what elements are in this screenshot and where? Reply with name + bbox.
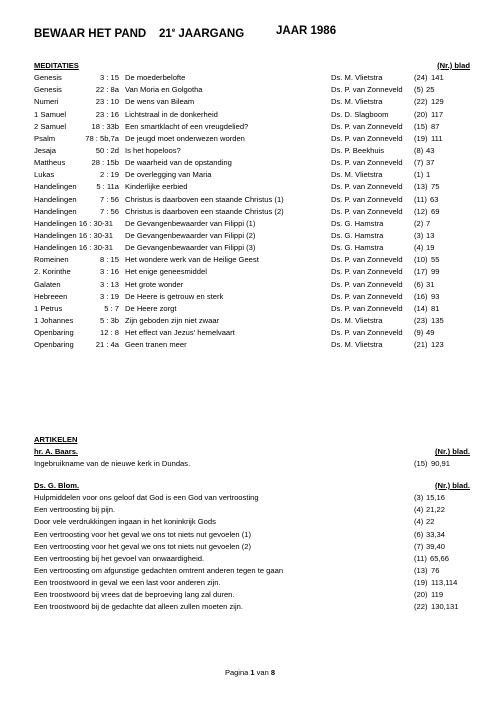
meditatie-row xyxy=(34,339,470,351)
artikel-issue-number: (15) xyxy=(414,459,428,469)
meditatie-title: Het effect van Jezus' hemelvaart xyxy=(125,328,235,338)
meditatie-issue-number: (4) xyxy=(414,243,424,253)
meditatie-book: 1 Samuel xyxy=(34,109,67,119)
artikelen-heading: ARTIKELEN xyxy=(34,435,78,444)
artikel-row xyxy=(34,589,470,601)
artikel-title: Een vertroosting bij pijn. xyxy=(34,505,116,515)
meditatie-reference: 12 : 8 xyxy=(100,328,119,338)
meditatie-book: Handelingen xyxy=(34,182,77,192)
meditatie-page: 135 xyxy=(431,315,444,325)
meditatie-book: Handelingen xyxy=(34,194,77,204)
artikel-page: 130,131 xyxy=(431,602,459,612)
meditatie-book: Openbaring xyxy=(34,328,74,338)
meditatie-author: Ds. P. Beekhuis xyxy=(331,145,385,155)
meditatie-row xyxy=(34,254,470,266)
meditatie-author: Ds. M. Vlietstra xyxy=(331,340,383,350)
meditatie-issue-number: (24) xyxy=(414,73,428,83)
meditatie-issue-number: (11) xyxy=(414,194,427,204)
artikel-row xyxy=(34,553,470,565)
meditatie-page: 93 xyxy=(431,291,440,301)
artikel-page: 21,22 xyxy=(426,505,446,515)
meditatie-title: De moederbelofte xyxy=(125,73,186,83)
meditatie-book: Hebreeen xyxy=(34,291,68,301)
blom-col-header: (Nr.) blad. xyxy=(434,481,470,490)
artikel-page: 15,16 xyxy=(426,493,446,503)
meditatie-book: 2 Samuel xyxy=(34,121,67,131)
meditatie-page: 49 xyxy=(426,328,435,338)
page-title xyxy=(34,24,470,38)
meditatie-book: Lukas xyxy=(34,170,55,180)
meditatie-page: 7 xyxy=(426,218,431,228)
meditatie-book: Galaten xyxy=(34,279,61,289)
meditatie-page: 87 xyxy=(431,121,440,131)
artikel-issue-number: (13) xyxy=(414,565,428,575)
meditatie-author: Ds. P. van Zonneveld xyxy=(331,255,403,265)
meditatie-reference: 78 : 5b,7a xyxy=(85,133,119,143)
meditatie-row xyxy=(34,266,470,278)
meditatie-reference: 2 : 19 xyxy=(100,170,119,180)
meditatie-book: 2. Korinthe xyxy=(34,267,71,277)
meditatie-author: Ds. G. Hamstra xyxy=(331,243,384,253)
meditatie-book: 1 Johannes xyxy=(34,315,74,325)
artikel-title: Een vertroosting om afgunstige gedachten omtrent anderen tegen te gaan xyxy=(34,565,284,575)
meditatie-row xyxy=(34,169,470,181)
meditatie-issue-number: (17) xyxy=(414,267,428,277)
meditatie-row xyxy=(34,218,470,230)
meditatie-issue-number: (12) xyxy=(414,206,428,216)
meditatie-page: 141 xyxy=(431,73,444,83)
meditatie-book: Openbaring xyxy=(34,340,74,350)
artikel-page: 39,40 xyxy=(426,541,446,551)
meditatie-title: Kinderlijke eerbied xyxy=(125,182,188,192)
meditatie-reference: 50 : 2d xyxy=(95,145,119,155)
meditatie-page: 81 xyxy=(431,303,440,313)
artikel-title: Door vele verdrukkingen ingaan in het koninkrijk Gods xyxy=(34,517,216,527)
artikel-issue-number: (7) xyxy=(414,541,424,551)
meditatie-row xyxy=(34,315,470,327)
meditatie-issue-number: (9) xyxy=(414,328,424,338)
meditatie-issue-number: (14) xyxy=(414,303,428,313)
meditatie-title: Is het hopeloos? xyxy=(125,145,181,155)
meditatie-author: Ds. P. van Zonneveld xyxy=(331,85,403,95)
meditatie-author: Ds. P. van Zonneveld xyxy=(331,279,403,289)
meditatie-title: Christus is daarboven een staande Christus (2) xyxy=(125,206,284,216)
meditatie-reference: 22 : 8a xyxy=(95,85,119,95)
meditatie-book: Numeri xyxy=(34,97,59,107)
blom-header-row xyxy=(34,480,470,492)
meditatie-page: 63 xyxy=(430,194,439,204)
meditatie-reference: 23 : 16 xyxy=(95,109,119,119)
artikel-title: Een troostwoord bij vrees dat de beproeving lang zal duren. xyxy=(34,590,235,600)
meditatie-author: Ds. P. van Zonneveld xyxy=(331,182,403,192)
artikel-page: 76 xyxy=(431,565,440,575)
meditatie-book: Handelingen 16 : 30-31 xyxy=(34,218,113,228)
meditatie-row xyxy=(34,194,470,206)
meditatie-row xyxy=(34,109,470,121)
artikelen-heading-row xyxy=(34,434,470,446)
meditatie-row xyxy=(34,84,470,96)
meditaties-heading: MEDITATIES xyxy=(34,61,79,70)
meditatie-title: Het enige geneesmiddel xyxy=(125,267,207,277)
meditatie-title: De overlegging van Maria xyxy=(125,170,212,180)
meditatie-issue-number: (2) xyxy=(414,218,424,228)
artikel-page: 113,114 xyxy=(431,578,458,588)
meditaties-list xyxy=(34,72,470,351)
meditatie-reference: 21 : 4a xyxy=(95,340,119,350)
meditatie-reference: 28 : 15b xyxy=(91,158,119,168)
meditatie-page: 1 xyxy=(426,170,431,180)
title-year: JAAR 1986 xyxy=(276,25,337,37)
meditatie-row xyxy=(34,157,470,169)
meditatie-page: 111 xyxy=(431,133,443,143)
meditatie-title: Zijn geboden zijn niet zwaar xyxy=(125,315,220,325)
meditatie-book: Handelingen 16 : 30-31 xyxy=(34,230,113,240)
artikel-issue-number: (11) xyxy=(414,553,427,563)
meditatie-book: Mattheus xyxy=(34,158,66,168)
meditatie-issue-number: (5) xyxy=(414,85,424,95)
meditatie-author: Ds. P. van Zonneveld xyxy=(331,206,403,216)
artikel-issue-number: (20) xyxy=(414,590,428,600)
meditatie-page: 123 xyxy=(431,340,444,350)
meditatie-author: Ds. G. Hamstra xyxy=(331,230,384,240)
page-footer: Pagina 1 van 8 xyxy=(224,668,276,677)
title-left: BEWAAR HET PAND 21e JAARGANG xyxy=(34,28,245,40)
artikel-row xyxy=(34,516,470,528)
meditatie-title: De Heere is getrouw en sterk xyxy=(125,291,224,301)
meditatie-author: Ds. M. Vlietstra xyxy=(331,73,383,83)
meditatie-issue-number: (8) xyxy=(414,145,424,155)
meditatie-book: Jesaja xyxy=(34,145,56,155)
meditatie-title: Lichtstraal in de donkerheid xyxy=(125,109,218,119)
artikel-page: 119 xyxy=(431,590,444,600)
baars-author: hr. A. Baars. xyxy=(34,447,79,457)
meditatie-title: Het grote wonder xyxy=(125,279,184,289)
meditaties-header-row xyxy=(34,60,470,72)
meditatie-row xyxy=(34,291,470,303)
artikel-title: Een troostwoord bij de gedachte dat alleen zullen moeten zijn. xyxy=(34,602,243,612)
meditatie-title: De Heere zorgt xyxy=(125,303,177,313)
artikel-row xyxy=(34,529,470,541)
meditaties-section xyxy=(34,60,470,351)
meditatie-row xyxy=(34,327,470,339)
meditatie-author: Ds. P. van Zonneveld xyxy=(331,291,403,301)
artikel-page: 90,91 xyxy=(431,459,451,469)
meditatie-title: Christus is daarboven een staande Christus (1) xyxy=(125,194,284,204)
meditatie-author: Ds. P. van Zonneveld xyxy=(331,303,403,313)
meditatie-reference: 23 : 10 xyxy=(95,97,119,107)
meditatie-row xyxy=(34,279,470,291)
meditatie-issue-number: (1) xyxy=(414,170,424,180)
meditatie-book: 1 Petrus xyxy=(34,303,63,313)
meditatie-author: Ds. P. van Zonneveld xyxy=(331,121,403,131)
meditatie-page: 99 xyxy=(431,267,440,277)
artikel-page: 22 xyxy=(426,517,435,527)
baars-col-header: (Nr.) blad. xyxy=(434,447,470,457)
artikel-page: 33,34 xyxy=(426,529,446,539)
blom-section xyxy=(34,480,470,614)
artikel-row xyxy=(34,458,470,470)
artikelen-section xyxy=(34,434,470,470)
meditatie-row xyxy=(34,206,470,218)
artikel-issue-number: (6) xyxy=(414,529,424,539)
artikel-issue-number: (19) xyxy=(414,578,428,588)
meditatie-row xyxy=(34,96,470,108)
artikel-title: Hulpmiddelen voor ons geloof dat God is een God van vertroosting xyxy=(34,493,259,503)
meditatie-page: 43 xyxy=(426,145,435,155)
meditatie-author: Ds. P. van Zonneveld xyxy=(331,267,403,277)
meditatie-reference: 3 : 13 xyxy=(100,279,119,289)
meditatie-issue-number: (22) xyxy=(414,97,428,107)
artikel-title: Een vertroosting voor het geval we ons tot niets nut gevoelen (2) xyxy=(34,541,251,551)
artikel-issue-number: (4) xyxy=(414,505,424,515)
artikel-title: Een vertroosting voor het geval we ons tot niets nut gevoelen (1) xyxy=(34,529,251,539)
meditatie-row xyxy=(34,133,470,145)
meditatie-issue-number: (10) xyxy=(414,255,428,265)
meditatie-title: De waarheid van de opstanding xyxy=(125,158,232,168)
artikel-row xyxy=(34,492,470,504)
meditatie-page: 129 xyxy=(431,97,444,107)
meditatie-author: Ds. P. van Zonneveld xyxy=(331,328,403,338)
meditatie-book: Genesis xyxy=(34,73,62,83)
meditatie-reference: 5 : 7 xyxy=(104,303,119,313)
artikel-issue-number: (3) xyxy=(414,493,424,503)
artikel-issue-number: (4) xyxy=(414,517,424,527)
meditatie-issue-number: (7) xyxy=(414,158,424,168)
blom-list xyxy=(34,492,470,613)
meditatie-book: Handelingen 16 : 30-31 xyxy=(34,243,113,253)
meditatie-issue-number: (15) xyxy=(414,121,428,131)
meditatie-reference: 5 : 3b xyxy=(100,315,119,325)
meditatie-book: Handelingen xyxy=(34,206,77,216)
meditatie-page: 37 xyxy=(426,158,435,168)
meditatie-page: 117 xyxy=(431,109,444,119)
meditatie-page: 31 xyxy=(426,279,435,289)
meditatie-issue-number: (21) xyxy=(414,340,428,350)
artikel-row xyxy=(34,601,470,613)
meditatie-page: 69 xyxy=(431,206,440,216)
meditatie-row xyxy=(34,230,470,242)
meditatie-issue-number: (19) xyxy=(414,133,428,143)
meditatie-author: Ds. G. Hamstra xyxy=(331,218,384,228)
meditatie-reference: 7 : 56 xyxy=(100,206,119,216)
baars-header-row xyxy=(34,446,470,458)
meditatie-title: De Gevangenbewaarder van Filippi (3) xyxy=(125,243,256,253)
meditatie-reference: 3 : 16 xyxy=(100,267,119,277)
meditatie-reference: 3 : 15 xyxy=(100,73,119,83)
meditatie-reference: 5 : 11a xyxy=(96,182,119,192)
artikel-row xyxy=(34,577,470,589)
meditatie-reference: 8 : 15 xyxy=(100,255,119,265)
meditatie-row xyxy=(34,121,470,133)
meditatie-row xyxy=(34,242,470,254)
artikel-issue-number: (22) xyxy=(414,602,428,612)
meditatie-title: Geen tranen meer xyxy=(125,340,187,350)
meditatie-page: 13 xyxy=(426,230,435,240)
artikel-title: Ingebruikname van de nieuwe kerk in Dundas. xyxy=(34,459,191,469)
meditatie-page: 55 xyxy=(431,255,440,265)
artikel-row xyxy=(34,504,470,516)
artikel-row xyxy=(34,541,470,553)
meditatie-reference: 7 : 56 xyxy=(100,194,119,204)
meditatie-reference: 18 : 33b xyxy=(91,121,119,131)
meditatie-book: Psalm xyxy=(34,133,56,143)
artikel-title: Een troostwoord in geval we een last voor anderen zijn. xyxy=(34,578,221,588)
meditatie-page: 19 xyxy=(426,243,435,253)
meditatie-issue-number: (13) xyxy=(414,182,428,192)
artikel-title: Een vertroosting bij het gevoel van onwaardigheid. xyxy=(34,553,205,563)
meditatie-row xyxy=(34,145,470,157)
blom-author: Ds. G. Blom. xyxy=(34,481,80,490)
meditatie-issue-number: (20) xyxy=(414,109,428,119)
meditatie-author: Ds. M. Vlietstra xyxy=(331,170,383,180)
meditatie-title: De jeugd moet onderwezen worden xyxy=(125,133,245,143)
baars-list xyxy=(34,458,470,470)
meditatie-title: Het wondere werk van de Heilige Geest xyxy=(125,255,259,265)
meditatie-issue-number: (6) xyxy=(414,279,424,289)
meditatie-page: 25 xyxy=(426,85,435,95)
meditatie-author: Ds. P. van Zonneveld xyxy=(331,133,403,143)
meditatie-issue-number: (16) xyxy=(414,291,428,301)
meditatie-title: Van Moria en Golgotha xyxy=(125,85,203,95)
meditatie-row xyxy=(34,72,470,84)
meditatie-author: Ds. P. van Zonneveld xyxy=(331,194,403,204)
meditatie-author: Ds. M. Vlietstra xyxy=(331,315,383,325)
meditatie-issue-number: (23) xyxy=(414,315,428,325)
meditatie-title: De Gevangenbewaarder van Filippi (1) xyxy=(125,218,256,228)
meditatie-title: De Gevangenbewaarder van Filippi (2) xyxy=(125,230,256,240)
meditatie-row xyxy=(34,181,470,193)
meditatie-page: 75 xyxy=(431,182,440,192)
meditatie-author: Ds. M. Vlietstra xyxy=(331,97,383,107)
meditatie-reference: 3 : 19 xyxy=(100,291,119,301)
artikel-page: 65,66 xyxy=(430,553,450,563)
meditatie-issue-number: (3) xyxy=(414,230,424,240)
meditatie-title: Een smartklacht of een vreugdelied? xyxy=(125,121,249,131)
meditatie-book: Romeinen xyxy=(34,255,69,265)
artikel-row xyxy=(34,565,470,577)
meditatie-author: Ds. D. Slagboom xyxy=(331,109,389,119)
meditatie-author: Ds. P. van Zonneveld xyxy=(331,158,403,168)
meditatie-row xyxy=(34,303,470,315)
meditaties-col-header: (Nr.) blad xyxy=(437,61,470,70)
meditatie-title: De wens van Bileam xyxy=(125,97,195,107)
meditatie-book: Genesis xyxy=(34,85,62,95)
